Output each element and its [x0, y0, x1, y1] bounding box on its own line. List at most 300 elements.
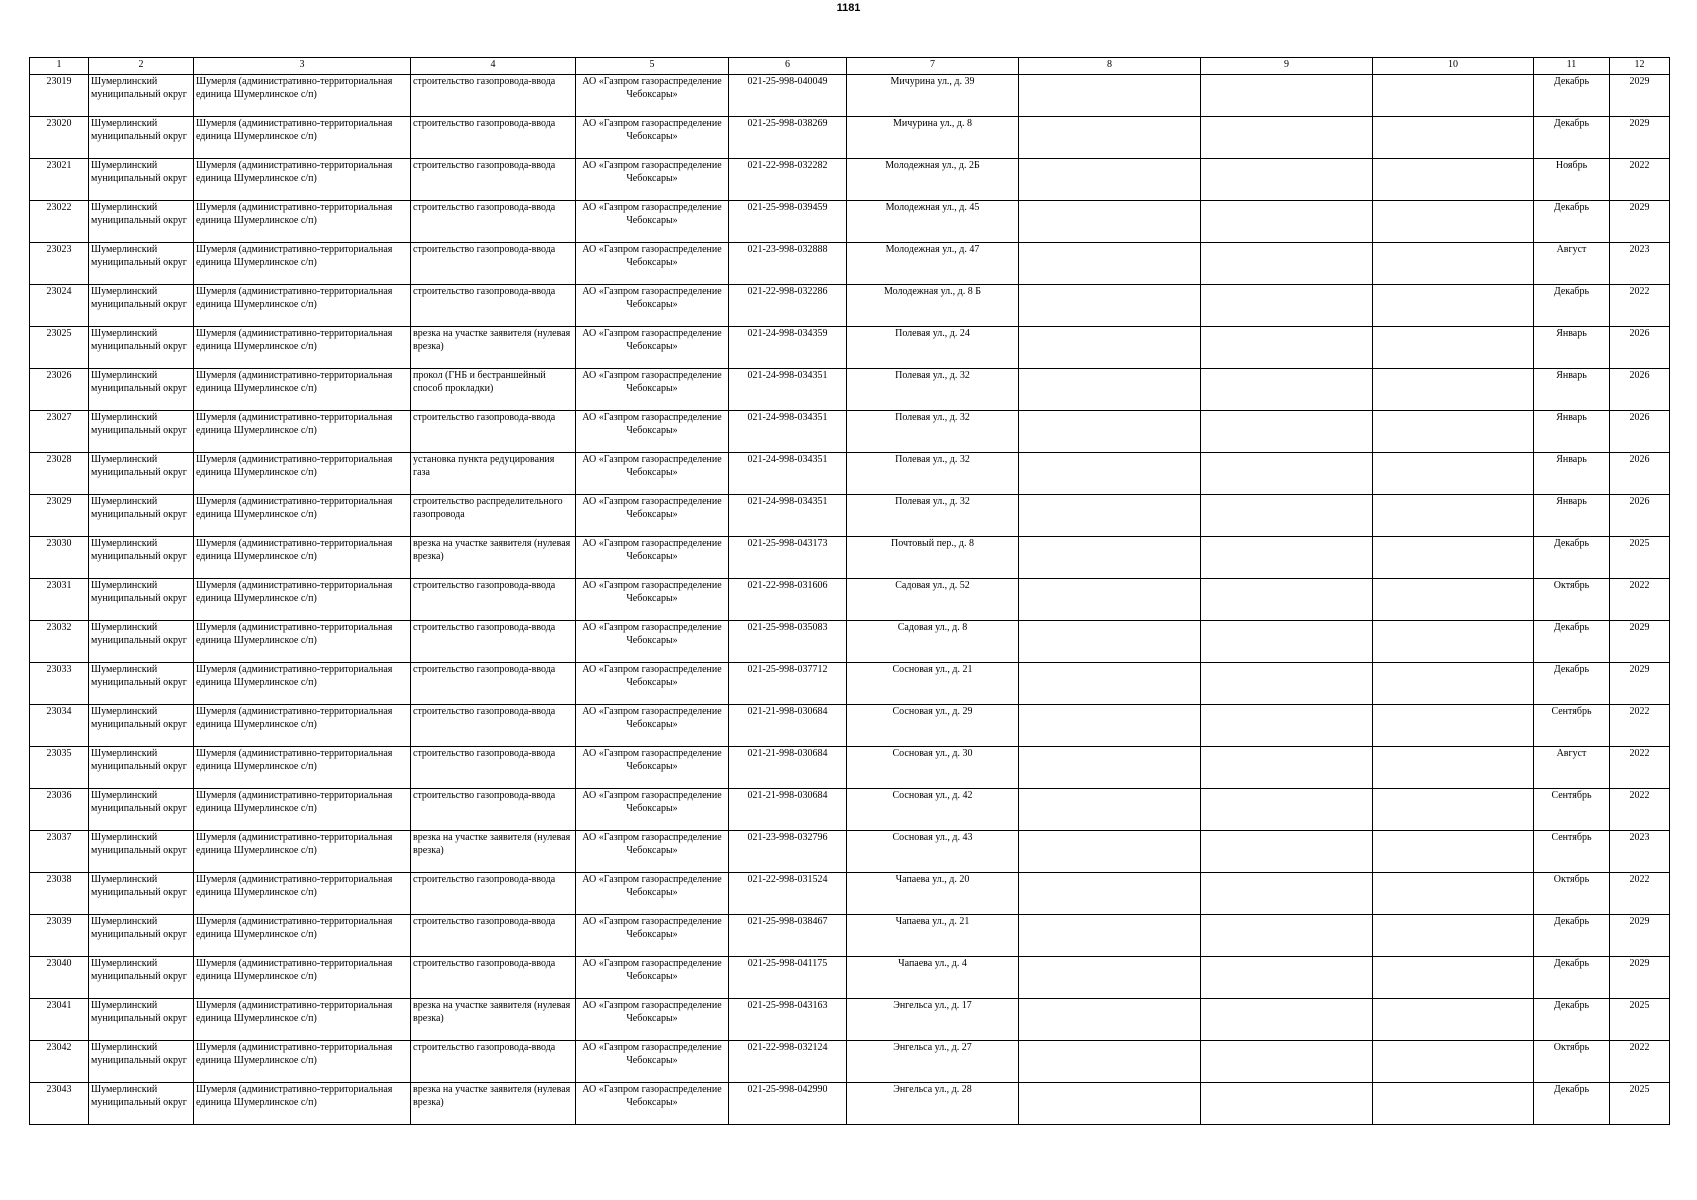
table-row — [30, 411, 1670, 453]
cell-work-type — [411, 411, 576, 453]
cell-row-number-text: 23031 — [46, 580, 72, 591]
cell-organization — [576, 117, 729, 159]
cell-empty-text — [1375, 327, 1531, 368]
cell-empty-text — [1203, 663, 1370, 704]
cell-empty-text — [1375, 915, 1531, 956]
column-header: 5 — [576, 58, 729, 75]
cell-row-number-text: 23033 — [46, 664, 72, 675]
cell-month — [1534, 579, 1610, 621]
cell-empty-text — [1375, 1083, 1531, 1124]
cell-request-code — [729, 243, 847, 285]
cell-request-code — [729, 495, 847, 537]
cell-locality — [194, 747, 411, 789]
cell-organization — [576, 999, 729, 1041]
cell-row-number-text: 23040 — [46, 958, 72, 969]
cell-work-type-text: строительство газопровода-ввода — [413, 622, 556, 633]
cell-work-type — [411, 915, 576, 957]
cell-empty-text — [1203, 579, 1370, 620]
cell-empty — [1019, 957, 1201, 999]
cell-district-text: Шумерлинский муниципальный округ — [91, 706, 187, 730]
cell-empty-text — [1021, 201, 1198, 242]
cell-request-code-text: 021-22-998-032282 — [747, 160, 828, 171]
cell-empty — [1373, 285, 1534, 327]
cell-year-text: 2029 — [1629, 76, 1650, 87]
cell-request-code — [729, 579, 847, 621]
table-row — [30, 747, 1670, 789]
cell-empty-text — [1375, 453, 1531, 494]
cell-month-text: Декабрь — [1553, 76, 1590, 87]
cell-month-text: Декабрь — [1553, 958, 1590, 969]
cell-empty-text — [1021, 915, 1198, 956]
cell-month — [1534, 789, 1610, 831]
cell-year-text: 2022 — [1629, 286, 1650, 297]
cell-empty — [1373, 495, 1534, 537]
cell-empty — [1201, 201, 1373, 243]
cell-organization — [576, 495, 729, 537]
cell-locality-text: Шумерля (административно-территориальная единица Шумерлинское с/п) — [196, 958, 393, 982]
cell-work-type-text: врезка на участке заявителя (нулевая врезка) — [413, 1084, 571, 1108]
cell-month-text: Октябрь — [1553, 1042, 1590, 1053]
cell-empty — [1019, 453, 1201, 495]
cell-organization-text: АО «Газпром газораспределение Чебоксары» — [582, 664, 722, 688]
cell-address — [847, 201, 1019, 243]
cell-empty-text — [1021, 789, 1198, 830]
cell-organization — [576, 159, 729, 201]
cell-empty — [1373, 705, 1534, 747]
cell-organization — [576, 705, 729, 747]
cell-empty-text — [1375, 411, 1531, 452]
cell-empty-text — [1375, 243, 1531, 284]
cell-locality-text: Шумерля (административно-территориальная единица Шумерлинское с/п) — [196, 496, 393, 520]
cell-empty — [1019, 873, 1201, 915]
cell-empty — [1373, 663, 1534, 705]
cell-month — [1534, 453, 1610, 495]
cell-year-text: 2029 — [1629, 916, 1650, 927]
cell-empty-text — [1021, 411, 1198, 452]
cell-request-code — [729, 411, 847, 453]
cell-year — [1610, 663, 1670, 705]
cell-district-text: Шумерлинский муниципальный округ — [91, 832, 187, 856]
cell-request-code — [729, 285, 847, 327]
table-row — [30, 789, 1670, 831]
column-header: 1 — [30, 58, 89, 75]
cell-month — [1534, 957, 1610, 999]
cell-address-text: Чапаева ул., д. 4 — [898, 958, 967, 969]
cell-locality-text: Шумерля (административно-территориальная единица Шумерлинское с/п) — [196, 328, 393, 352]
cell-district — [89, 1041, 194, 1083]
cell-request-code — [729, 1083, 847, 1125]
cell-row-number — [30, 117, 89, 159]
cell-year-text: 2029 — [1629, 622, 1650, 633]
cell-address — [847, 537, 1019, 579]
table-row — [30, 159, 1670, 201]
cell-empty-text — [1021, 1083, 1198, 1124]
table-row — [30, 327, 1670, 369]
cell-empty-text — [1203, 495, 1370, 536]
cell-empty — [1373, 621, 1534, 663]
cell-empty — [1201, 831, 1373, 873]
cell-request-code — [729, 705, 847, 747]
cell-row-number — [30, 537, 89, 579]
cell-district-text: Шумерлинский муниципальный округ — [91, 412, 187, 436]
cell-year-text: 2026 — [1629, 412, 1650, 423]
cell-address-text: Чапаева ул., д. 21 — [895, 916, 970, 927]
cell-organization-text: АО «Газпром газораспределение Чебоксары» — [582, 118, 722, 142]
cell-locality-text: Шумерля (административно-территориальная единица Шумерлинское с/п) — [196, 706, 393, 730]
cell-work-type-text: прокол (ГНБ и бестраншейный способ прокладки) — [413, 370, 546, 394]
cell-month — [1534, 663, 1610, 705]
cell-address — [847, 831, 1019, 873]
cell-row-number — [30, 201, 89, 243]
cell-month — [1534, 1083, 1610, 1125]
cell-organization-text: АО «Газпром газораспределение Чебоксары» — [582, 706, 722, 730]
cell-request-code — [729, 747, 847, 789]
cell-organization — [576, 1083, 729, 1125]
cell-year — [1610, 75, 1670, 117]
table-row — [30, 1041, 1670, 1083]
cell-empty-text — [1203, 915, 1370, 956]
cell-month-text: Декабрь — [1553, 538, 1590, 549]
cell-year-text: 2029 — [1629, 664, 1650, 675]
cell-locality-text: Шумерля (административно-территориальная единица Шумерлинское с/п) — [196, 370, 393, 394]
cell-district — [89, 621, 194, 663]
cell-request-code-text: 021-24-998-034351 — [747, 370, 828, 381]
cell-organization-text: АО «Газпром газораспределение Чебоксары» — [582, 202, 722, 226]
cell-empty — [1373, 1083, 1534, 1125]
cell-work-type-text: строительство газопровода-ввода — [413, 1042, 556, 1053]
cell-district — [89, 117, 194, 159]
cell-work-type-text: врезка на участке заявителя (нулевая врезка) — [413, 832, 571, 856]
cell-organization — [576, 201, 729, 243]
cell-row-number-text: 23042 — [46, 1042, 72, 1053]
cell-empty-text — [1021, 159, 1198, 200]
cell-district-text: Шумерлинский муниципальный округ — [91, 916, 187, 940]
cell-year — [1610, 285, 1670, 327]
cell-work-type — [411, 495, 576, 537]
cell-month — [1534, 537, 1610, 579]
cell-empty — [1201, 1083, 1373, 1125]
cell-district-text: Шумерлинский муниципальный округ — [91, 244, 187, 268]
cell-district-text: Шумерлинский муниципальный округ — [91, 538, 187, 562]
cell-locality-text: Шумерля (административно-территориальная единица Шумерлинское с/п) — [196, 748, 393, 772]
cell-empty — [1019, 1041, 1201, 1083]
cell-organization-text: АО «Газпром газораспределение Чебоксары» — [582, 538, 722, 562]
cell-request-code-text: 021-25-998-039459 — [747, 202, 828, 213]
cell-empty-text — [1021, 747, 1198, 788]
cell-row-number — [30, 327, 89, 369]
cell-request-code-text: 021-25-998-038269 — [747, 118, 828, 129]
cell-month — [1534, 495, 1610, 537]
cell-organization-text: АО «Газпром газораспределение Чебоксары» — [582, 916, 722, 940]
cell-organization-text: АО «Газпром газораспределение Чебоксары» — [582, 874, 722, 898]
cell-empty-text — [1203, 159, 1370, 200]
cell-organization-text: АО «Газпром газораспределение Чебоксары» — [582, 454, 722, 478]
cell-month-text: Сентябрь — [1551, 706, 1592, 717]
cell-district-text: Шумерлинский муниципальный округ — [91, 76, 187, 100]
column-header: 4 — [411, 58, 576, 75]
cell-address — [847, 705, 1019, 747]
cell-district — [89, 411, 194, 453]
cell-organization — [576, 915, 729, 957]
cell-work-type — [411, 75, 576, 117]
cell-empty — [1019, 201, 1201, 243]
cell-address — [847, 789, 1019, 831]
cell-request-code — [729, 159, 847, 201]
cell-locality — [194, 159, 411, 201]
cell-organization — [576, 411, 729, 453]
cell-organization-text: АО «Газпром газораспределение Чебоксары» — [582, 748, 722, 772]
column-header: 10 — [1373, 58, 1534, 75]
cell-empty-text — [1375, 789, 1531, 830]
cell-empty-text — [1375, 999, 1531, 1040]
cell-work-type-text: строительство распределительного газопровода — [413, 496, 563, 520]
cell-work-type — [411, 621, 576, 663]
cell-request-code — [729, 873, 847, 915]
cell-empty — [1373, 747, 1534, 789]
cell-year-text: 2025 — [1629, 538, 1650, 549]
cell-request-code-text: 021-25-998-040049 — [747, 76, 828, 87]
cell-district — [89, 159, 194, 201]
cell-work-type — [411, 285, 576, 327]
cell-organization — [576, 663, 729, 705]
cell-district — [89, 873, 194, 915]
cell-row-number-text: 23020 — [46, 118, 72, 129]
cell-empty — [1201, 159, 1373, 201]
cell-month-text: Декабрь — [1553, 916, 1590, 927]
cell-address — [847, 243, 1019, 285]
column-header: 9 — [1201, 58, 1373, 75]
cell-empty-text — [1021, 621, 1198, 662]
table-row — [30, 117, 1670, 159]
cell-request-code-text: 021-21-998-030684 — [747, 790, 828, 801]
cell-year — [1610, 1041, 1670, 1083]
table-row — [30, 579, 1670, 621]
cell-empty-text — [1203, 789, 1370, 830]
cell-request-code-text: 021-25-998-043163 — [747, 1000, 828, 1011]
table-row — [30, 831, 1670, 873]
cell-work-type-text: строительство газопровода-ввода — [413, 580, 556, 591]
cell-year — [1610, 327, 1670, 369]
cell-empty-text — [1021, 495, 1198, 536]
cell-empty — [1373, 1041, 1534, 1083]
cell-row-number-text: 23034 — [46, 706, 72, 717]
cell-empty — [1019, 999, 1201, 1041]
cell-organization — [576, 243, 729, 285]
column-header: 2 — [89, 58, 194, 75]
cell-district — [89, 789, 194, 831]
cell-address — [847, 663, 1019, 705]
cell-year — [1610, 705, 1670, 747]
cell-empty-text — [1375, 831, 1531, 872]
cell-locality-text: Шумерля (административно-территориальная единица Шумерлинское с/п) — [196, 1000, 393, 1024]
column-header: 7 — [847, 58, 1019, 75]
cell-district-text: Шумерлинский муниципальный округ — [91, 202, 187, 226]
cell-address — [847, 285, 1019, 327]
cell-district — [89, 201, 194, 243]
cell-locality-text: Шумерля (административно-территориальная единица Шумерлинское с/п) — [196, 244, 393, 268]
cell-organization-text: АО «Газпром газораспределение Чебоксары» — [582, 412, 722, 436]
cell-row-number-text: 23036 — [46, 790, 72, 801]
cell-district-text: Шумерлинский муниципальный округ — [91, 370, 187, 394]
cell-empty-text — [1375, 75, 1531, 116]
cell-empty-text — [1203, 285, 1370, 326]
cell-empty — [1019, 1083, 1201, 1125]
table-row — [30, 285, 1670, 327]
cell-address-text: Садовая ул., д. 52 — [895, 580, 970, 591]
cell-empty — [1373, 537, 1534, 579]
cell-organization-text: АО «Газпром газораспределение Чебоксары» — [582, 1084, 722, 1108]
cell-empty — [1373, 117, 1534, 159]
cell-work-type — [411, 999, 576, 1041]
cell-year — [1610, 915, 1670, 957]
cell-empty-text — [1203, 1083, 1370, 1124]
cell-empty-text — [1375, 285, 1531, 326]
cell-address-text: Полевая ул., д. 32 — [895, 496, 970, 507]
cell-year — [1610, 831, 1670, 873]
cell-district — [89, 453, 194, 495]
cell-month-text: Декабрь — [1553, 622, 1590, 633]
cell-district — [89, 957, 194, 999]
table-row — [30, 915, 1670, 957]
cell-organization — [576, 1041, 729, 1083]
cell-month-text: Декабрь — [1553, 202, 1590, 213]
cell-year-text: 2023 — [1629, 832, 1650, 843]
cell-work-type — [411, 663, 576, 705]
cell-year — [1610, 495, 1670, 537]
cell-year — [1610, 117, 1670, 159]
cell-row-number — [30, 243, 89, 285]
cell-empty-text — [1203, 705, 1370, 746]
cell-empty-text — [1203, 453, 1370, 494]
cell-year-text: 2022 — [1629, 580, 1650, 591]
cell-district-text: Шумерлинский муниципальный округ — [91, 958, 187, 982]
cell-row-number-text: 23024 — [46, 286, 72, 297]
cell-row-number — [30, 285, 89, 327]
table-row — [30, 243, 1670, 285]
cell-month-text: Август — [1556, 244, 1587, 255]
cell-month-text: Октябрь — [1553, 874, 1590, 885]
cell-month-text: Январь — [1556, 496, 1587, 507]
cell-row-number-text: 23037 — [46, 832, 72, 843]
cell-district-text: Шумерлинский муниципальный округ — [91, 286, 187, 310]
cell-address-text: Энгельса ул., д. 17 — [893, 1000, 972, 1011]
cell-locality-text: Шумерля (административно-территориальная единица Шумерлинское с/п) — [196, 412, 393, 436]
table-row — [30, 957, 1670, 999]
cell-organization — [576, 579, 729, 621]
cell-request-code-text: 021-24-998-034351 — [747, 412, 828, 423]
cell-request-code — [729, 1041, 847, 1083]
cell-row-number-text: 23032 — [46, 622, 72, 633]
cell-address-text: Мичурина ул., д. 8 — [892, 118, 973, 129]
cell-address — [847, 75, 1019, 117]
cell-organization-text: АО «Газпром газораспределение Чебоксары» — [582, 496, 722, 520]
cell-address-text: Почтовый пер., д. 8 — [891, 538, 974, 549]
cell-empty — [1201, 747, 1373, 789]
cell-request-code — [729, 789, 847, 831]
cell-empty — [1019, 831, 1201, 873]
cell-request-code-text: 021-25-998-043173 — [747, 538, 828, 549]
cell-address-text: Чапаева ул., д. 20 — [895, 874, 970, 885]
cell-row-number-text: 23029 — [46, 496, 72, 507]
cell-request-code-text: 021-25-998-037712 — [747, 664, 828, 675]
cell-locality-text: Шумерля (административно-территориальная единица Шумерлинское с/п) — [196, 1084, 393, 1108]
cell-work-type-text: врезка на участке заявителя (нулевая врезка) — [413, 1000, 571, 1024]
cell-empty-text — [1203, 747, 1370, 788]
cell-district-text: Шумерлинский муниципальный округ — [91, 454, 187, 478]
cell-organization-text: АО «Газпром газораспределение Чебоксары» — [582, 76, 722, 100]
cell-row-number — [30, 453, 89, 495]
cell-empty-text — [1203, 873, 1370, 914]
column-header: 3 — [194, 58, 411, 75]
cell-work-type-text: строительство газопровода-ввода — [413, 286, 556, 297]
cell-work-type — [411, 831, 576, 873]
cell-organization-text: АО «Газпром газораспределение Чебоксары» — [582, 958, 722, 982]
cell-locality-text: Шумерля (административно-территориальная единица Шумерлинское с/п) — [196, 832, 393, 856]
cell-address-text: Полевая ул., д. 24 — [895, 328, 970, 339]
cell-address — [847, 369, 1019, 411]
cell-empty-text — [1021, 369, 1198, 410]
cell-empty — [1201, 789, 1373, 831]
cell-year-text: 2029 — [1629, 202, 1650, 213]
cell-organization-text: АО «Газпром газораспределение Чебоксары» — [582, 790, 722, 814]
cell-district — [89, 663, 194, 705]
cell-work-type — [411, 159, 576, 201]
cell-row-number — [30, 1083, 89, 1125]
registry-table — [29, 57, 1670, 1125]
cell-address — [847, 117, 1019, 159]
cell-row-number — [30, 1041, 89, 1083]
cell-empty — [1373, 579, 1534, 621]
cell-organization — [576, 75, 729, 117]
cell-work-type-text: строительство газопровода-ввода — [413, 244, 556, 255]
cell-address — [847, 579, 1019, 621]
cell-district — [89, 243, 194, 285]
cell-year — [1610, 537, 1670, 579]
cell-district-text: Шумерлинский муниципальный округ — [91, 580, 187, 604]
registry-body — [30, 75, 1670, 1125]
cell-locality — [194, 999, 411, 1041]
cell-empty-text — [1203, 999, 1370, 1040]
cell-address-text: Энгельса ул., д. 28 — [893, 1084, 972, 1095]
cell-empty — [1201, 243, 1373, 285]
cell-district-text: Шумерлинский муниципальный округ — [91, 160, 187, 184]
cell-organization — [576, 957, 729, 999]
cell-empty-text — [1375, 705, 1531, 746]
cell-district — [89, 285, 194, 327]
cell-empty — [1019, 369, 1201, 411]
cell-empty — [1373, 831, 1534, 873]
cell-district-text: Шумерлинский муниципальный округ — [91, 874, 187, 898]
cell-district — [89, 495, 194, 537]
column-header: 12 — [1610, 58, 1670, 75]
cell-locality-text: Шумерля (административно-территориальная единица Шумерлинское с/п) — [196, 202, 393, 226]
cell-year — [1610, 201, 1670, 243]
cell-work-type — [411, 957, 576, 999]
cell-locality-text: Шумерля (административно-территориальная единица Шумерлинское с/п) — [196, 916, 393, 940]
page-number: 1181 — [836, 2, 861, 14]
cell-organization-text: АО «Газпром газораспределение Чебоксары» — [582, 832, 722, 856]
cell-district-text: Шумерлинский муниципальный округ — [91, 664, 187, 688]
cell-empty-text — [1021, 75, 1198, 116]
cell-work-type — [411, 537, 576, 579]
cell-locality-text: Шумерля (административно-территориальная единица Шумерлинское с/п) — [196, 1042, 393, 1066]
cell-year — [1610, 159, 1670, 201]
cell-work-type-text: строительство газопровода-ввода — [413, 874, 556, 885]
cell-empty — [1019, 747, 1201, 789]
cell-locality-text: Шумерля (административно-территориальная единица Шумерлинское с/п) — [196, 76, 393, 100]
cell-empty — [1373, 999, 1534, 1041]
cell-empty-text — [1203, 243, 1370, 284]
